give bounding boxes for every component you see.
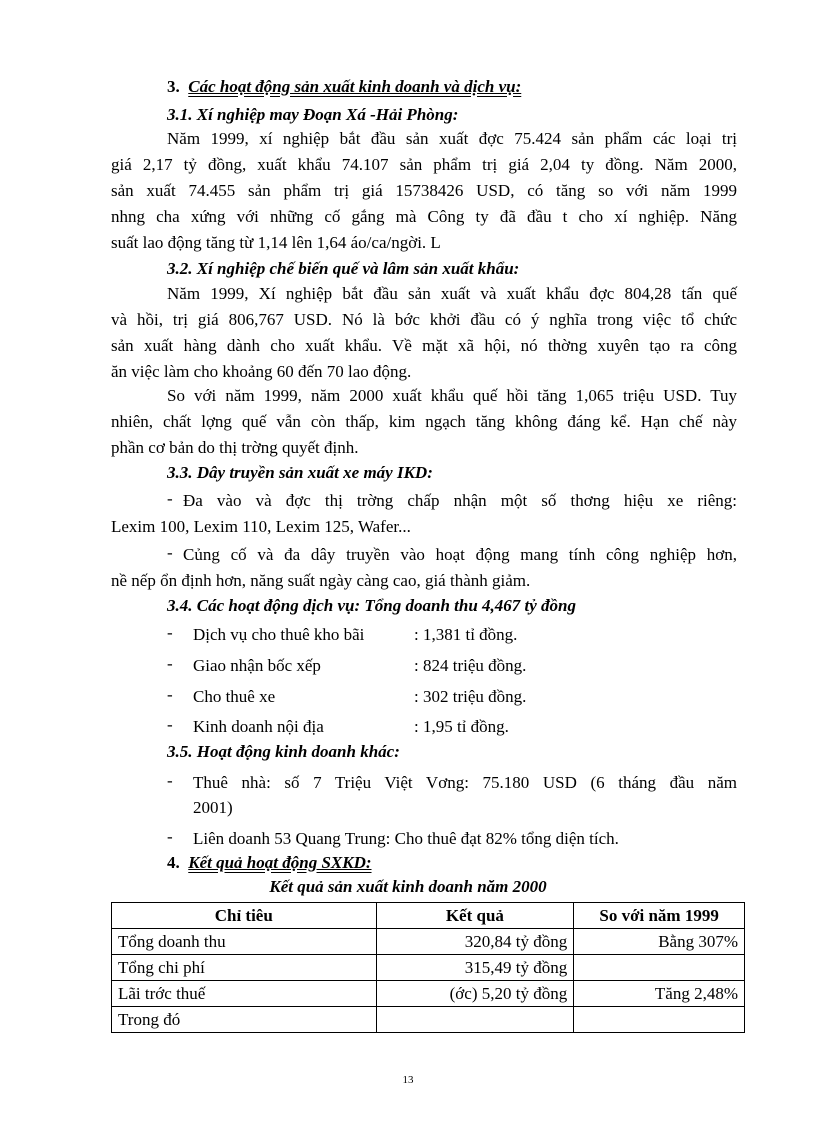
- subsection-3-2-heading: 3.2. Xí nghiệp chế biến quế và lâm sản xuất khẩu:: [167, 259, 520, 278]
- bullet-dash: -: [167, 489, 173, 508]
- table-cell: Tăng 2,48%: [574, 981, 745, 1007]
- table-cell: Trong đó: [112, 1007, 377, 1033]
- table-row: [112, 981, 745, 1007]
- bullet-dash: -: [167, 827, 173, 846]
- paragraph-line: suất lao động tăng từ 1,14 lên 1,64 áo/ca/ngời. L: [111, 233, 441, 252]
- subsection-3-3-heading: 3.3. Dây truyền sản xuất xe máy IKD:: [167, 463, 433, 482]
- service-item-value: : 1,381 tỉ đồng.: [414, 625, 518, 644]
- table-cell: [376, 1007, 574, 1033]
- bullet-dash: -: [167, 623, 173, 642]
- paragraph-line: 2001): [193, 798, 233, 817]
- paragraph-line: phần cơ bản do thị trờng quyết định.: [111, 438, 359, 457]
- paragraph-line: So với năm 1999, năm 2000 xuất khẩu quế hồi tăng 1,065 triệu USD. Tuy: [167, 386, 737, 405]
- bullet-dash: -: [167, 543, 173, 562]
- paragraph-line: nhiên, chất lợng quế vẫn còn thấp, kim ngạch tăng không đáng kể. Hạn chế này: [111, 412, 737, 431]
- section-3-title: Các hoạt động sản xuất kinh doanh và dịch vụ:: [188, 77, 522, 96]
- subsection-3-5-heading: 3.5. Hoạt động kinh doanh khác:: [167, 742, 400, 761]
- section-4-heading: [167, 852, 372, 874]
- subsection-3-4-heading: 3.4. Các hoạt động dịch vụ: Tổng doanh thu 4,467 tỷ đồng: [167, 596, 577, 615]
- table-row: [112, 929, 745, 955]
- table-cell: [574, 955, 745, 981]
- bullet-dash: -: [167, 654, 173, 673]
- table-cell: Tổng chi phí: [112, 955, 377, 981]
- table-cell: Tổng doanh thu: [112, 929, 377, 955]
- service-item-label: Kinh doanh nội địa: [193, 717, 324, 736]
- results-table: [111, 902, 745, 1033]
- bullet-dash: -: [167, 715, 173, 734]
- paragraph-line: Năm 1999, Xí nghiệp bắt đầu sản xuất và xuất khẩu đợc 804,28 tấn quế: [167, 284, 737, 303]
- table-cell: Bằng 307%: [574, 929, 745, 955]
- section-4-number: 4.: [167, 853, 180, 872]
- column-header: Chỉ tiêu: [112, 903, 377, 929]
- table-row: [112, 1007, 745, 1033]
- section-3-number: 3.: [167, 77, 180, 96]
- table-cell: Lãi trớc thuế: [112, 981, 377, 1007]
- bullet-dash: -: [167, 771, 173, 790]
- paragraph-line: ăn việc làm cho khoảng 60 đến 70 lao động.: [111, 362, 412, 381]
- subsection-3-1-heading: 3.1. Xí nghiệp may Đoạn Xá -Hải Phòng:: [167, 105, 459, 124]
- service-item-value: : 302 triệu đồng.: [414, 687, 527, 706]
- service-item-label: Giao nhận bốc xếp: [193, 656, 321, 675]
- paragraph-line: và hồi, trị giá 806,767 USD. Nó là bớc khởi đầu có ý nghĩa trong việc tổ chức: [111, 310, 737, 329]
- bullet-dash: -: [167, 685, 173, 704]
- paragraph-line: nhng cha xứng với những cố gắng mà Công ty đã đầu t cho xí nghiệp. Năng: [111, 207, 737, 226]
- service-item-label: Dịch vụ cho thuê kho bãi: [193, 625, 365, 644]
- column-header: Kết quả: [376, 903, 574, 929]
- section-4-title: Kết quả hoạt động SXKD:: [188, 853, 372, 872]
- service-item-value: : 1,95 tỉ đồng.: [414, 717, 509, 736]
- section-3-heading: [167, 76, 521, 98]
- paragraph-line: nề nếp ổn định hơn, năng suất ngày càng cao, giá thành giảm.: [111, 571, 531, 590]
- paragraph-line: Liên doanh 53 Quang Trung: Cho thuê đạt 82% tổng diện tích.: [193, 829, 619, 848]
- table-header-row: [112, 903, 745, 929]
- column-header: So với năm 1999: [574, 903, 745, 929]
- paragraph-line: Thuê nhà: số 7 Triệu Việt Vơng: 75.180 USD (6 tháng đầu năm: [193, 773, 737, 792]
- service-item-value: : 824 triệu đồng.: [414, 656, 527, 675]
- paragraph-line: sản xuất 74.455 sản phẩm trị giá 15738426 USD, có tăng so với năm 1999: [111, 181, 737, 200]
- table-caption: Kết quả sản xuất kinh doanh năm 2000: [269, 877, 547, 896]
- paragraph-line: Năm 1999, xí nghiệp bắt đầu sản xuất đợc 75.424 sản phẩm các loại trị: [167, 129, 737, 148]
- table-cell: [574, 1007, 745, 1033]
- table-cell: (ớc) 5,20 tỷ đồng: [376, 981, 574, 1007]
- paragraph-line: giá 2,17 tỷ đồng, xuất khẩu 74.107 sản phẩm trị giá 2,04 ty đồng. Năm 2000,: [111, 155, 737, 174]
- paragraph-line: Lexim 100, Lexim 110, Lexim 125, Wafer...: [111, 517, 411, 536]
- table-cell: 315,49 tỷ đồng: [376, 955, 574, 981]
- paragraph-line: Đa vào và đợc thị trờng chấp nhận một số thơng hiệu xe riêng:: [183, 491, 737, 510]
- service-item-label: Cho thuê xe: [193, 687, 276, 706]
- paragraph-line: Củng cố và đa dây truyền vào hoạt động mang tính công nghiệp hơn,: [183, 545, 737, 564]
- paragraph-line: sản xuất hàng dành cho xuất khẩu. Về mặt xã hội, nó thờng xuyên tạo ra công: [111, 336, 737, 355]
- table-row: [112, 955, 745, 981]
- page-number: 13: [402, 1074, 414, 1086]
- table-cell: 320,84 tỷ đồng: [376, 929, 574, 955]
